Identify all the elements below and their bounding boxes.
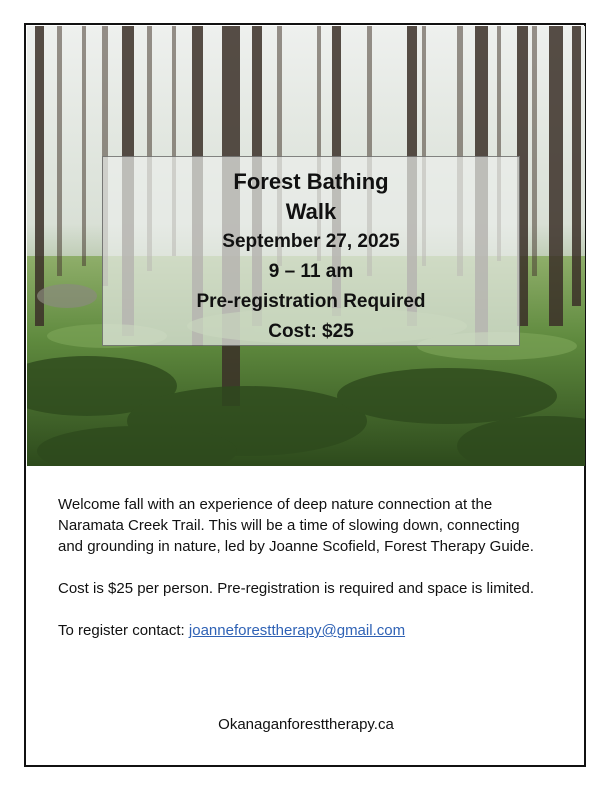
- cost-paragraph: Cost is $25 per person. Pre-registration is required and space is limited.: [58, 580, 535, 597]
- intro-paragraph: Welcome fall with an experience of deep nature connection at the Naramata Creek Trail. This will be a time of slowing down, connecting and grounding in nature, led by Joanne Scofield, Forest Therapy Guide.: [58, 496, 534, 555]
- event-description: [58, 494, 538, 662]
- event-time: 9 – 11 am: [268, 261, 354, 282]
- contact-paragraph: [58, 620, 538, 641]
- contact-email-link[interactable]: joanneforesttherapy@gmail.com: [188, 622, 406, 639]
- event-title-line1: Forest Bathing: [233, 169, 389, 194]
- event-date: September 27, 2025: [222, 231, 400, 252]
- event-title-line2: Walk: [285, 199, 337, 224]
- event-title-box: [102, 156, 520, 346]
- event-cost: Cost: $25: [268, 321, 354, 342]
- contact-label: To register contact:: [58, 622, 185, 639]
- website-text: Okanaganforesttherapy.ca: [218, 716, 394, 733]
- registration-note: Pre-registration Required: [196, 291, 426, 312]
